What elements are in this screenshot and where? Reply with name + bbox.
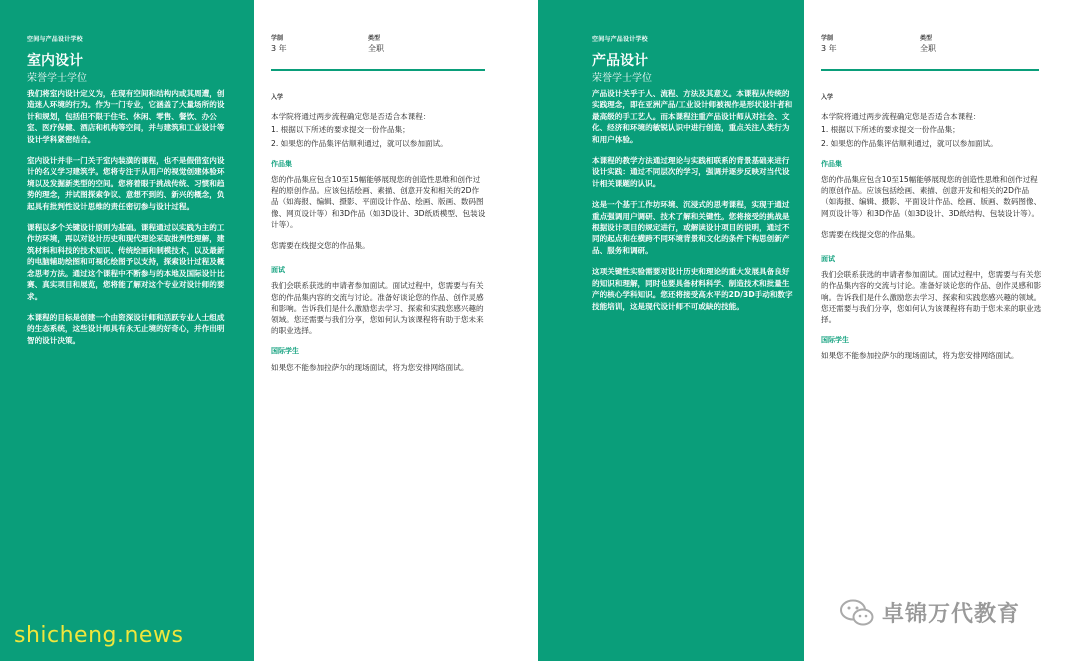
portfolio-text: 您的作品集应包含10至15幅能够展现您的创造性思维和创作过程的原创作品。应该包括绘画、素描、创意开发和相关的2D作品（如海报、编辑、摄影、平面设计作品、绘画、版画、数码图像、网页设计等）和3D作品（如3D设计、3D纸结构、包装设计等）。 bbox=[821, 175, 1042, 218]
interview-heading: 面试 bbox=[271, 266, 285, 275]
paragraph: 这是一个基于工作坊环境、沉浸式的思考课程，实现于通过重点强调用户调研、技术了解和关键性。您将接受的挑战是根据设计项目的规定进行，或解读设计项目的说明，通过不同的起点和在横跨不同环境背景和文化的条件下构思创新产品、服务和调研。 bbox=[592, 200, 790, 255]
school-name: 空间与产品设计学校 bbox=[27, 36, 83, 43]
duration-label: 学制 bbox=[271, 35, 284, 42]
paragraph: 课程以多个关键设计原则为基础。课程通过以实践为主的工作坊环境，再以对设计历史和现代理论采取批判性理解，建筑材料和科技的技术知识、传统绘画和制模技术，以及最新的电脑辅助绘图和可视化绘图予以支持，探索设计过程及概念思考方法。通过这个课程中不断参与的本地及国际设计比赛、真实项目和展览，您将能了解对这个专业对设计师的要求。 bbox=[27, 223, 225, 301]
type-value: 全职 bbox=[368, 44, 384, 53]
divider bbox=[821, 69, 1039, 71]
admission-heading: 入学 bbox=[821, 94, 834, 101]
admission-section bbox=[821, 92, 1043, 372]
intl-text: 如果您不能参加拉萨尔的现场面试，将为您安排网络面试。 bbox=[271, 362, 469, 372]
duration-value: 3 年 bbox=[821, 44, 837, 53]
admission-section bbox=[271, 92, 486, 383]
paragraph: 本课程的目标是创建一个由资深设计师和活跃专业人士组成的生态系统，这些设计师具有永无止境的好奇心，并作出明智的设计决策。 bbox=[27, 312, 225, 345]
portfolio-online: 您需要在线提交您的作品集。 bbox=[821, 229, 920, 239]
admission-step: 2. 如果您的作品集评估顺利通过，就可以参加面试。 bbox=[821, 138, 998, 148]
portfolio-text: 您的作品集应包含10至15幅能够展现您的创造性思维和创作过程的原创作品。应该包括绘画、素描、创意开发和相关的2D作品（如海报、编辑、摄影、平面设计作品、绘画、版画、数码图像、网页设计等）和3D作品（如3D设计、3D纸质模型、包装设计等）。 bbox=[271, 175, 486, 229]
program-description bbox=[592, 88, 797, 322]
wechat-watermark bbox=[840, 597, 1020, 628]
type-label: 类型 bbox=[368, 35, 381, 42]
program-description bbox=[27, 88, 232, 356]
paragraph: 室内设计并非一门关于室内装潢的课程，也不是假借室内设计的名义学习建筑学。您将专注于从用户的视觉创建体验环境以及发掘新类型的空间。您将着眼于挑战传统、习惯和趋势的理念，并试图探索争议、意想不到的、新兴的概念，负起具有批判性设计思维的责任密切参与设计过程。 bbox=[27, 156, 225, 211]
interview-text: 我们会联系获选的申请者参加面试。面试过程中，您需要与有关您的作品集内容的交流与讨论。准备好谈论您的作品、创作灵感和影响。告诉我们是什么激励您去学习、探索和实践您感兴趣的领域。您还需要与我们分享，您如何认为该课程将有助于您未来的职业选择。 bbox=[271, 281, 484, 336]
paragraph: 产品设计关乎于人、流程、方法及其意义。本课程从传统的实践理念，即在亚洲产品/工业设计师被视作是形状设计者和最高级的手工艺人。而本课程注重产品设计师从对社会、文化、经济和环境的敏锐认识中进行创造，重点关注人类行为和用户体验。 bbox=[592, 89, 793, 144]
admission-step: 1. 根据以下所述的要求提交一份作品集； bbox=[821, 125, 960, 135]
program-title: 产品设计 bbox=[592, 53, 648, 69]
portfolio-online: 您需要在线提交您的作品集。 bbox=[271, 241, 370, 251]
program-subtitle: 荣誉学士学位 bbox=[592, 73, 652, 84]
duration-label: 学制 bbox=[821, 35, 834, 42]
product-requirements-panel bbox=[804, 0, 1080, 661]
interview-text: 我们会联系获选的申请者参加面试。面试过程中，您需要与有关您的作品集内容的交流与讨论。准备好谈论您的作品、创作灵感和影响。告诉我们是什么激励您去学习、探索和实践您感兴趣的领域。您还需要与我们分享，您如何认为该课程将有助于您未来的职业选择。 bbox=[821, 270, 1042, 325]
program-title: 室内设计 bbox=[27, 53, 83, 69]
admission-heading: 入学 bbox=[271, 94, 284, 101]
admission-intro: 本学院将通过两步流程确定您是否适合本课程： bbox=[821, 112, 981, 122]
portfolio-heading: 作品集 bbox=[821, 159, 842, 168]
interior-design-panel bbox=[0, 0, 254, 661]
interview-heading: 面试 bbox=[821, 255, 835, 264]
school-name: 空间与产品设计学校 bbox=[592, 36, 648, 43]
intl-heading: 国际学生 bbox=[271, 347, 299, 356]
type-value: 全职 bbox=[920, 44, 936, 53]
duration-value: 3 年 bbox=[271, 44, 287, 53]
admission-step: 1. 根据以下所述的要求提交一份作品集； bbox=[271, 125, 410, 135]
intl-heading: 国际学生 bbox=[821, 336, 849, 345]
paragraph: 我们将室内设计定义为，在现有空间和结构内或其周遭，创造迷人环境的行为。作为一门专业，它涵盖了大量场所的设计和规划，包括但不限于住宅、休闲、零售、餐饮、办公室、医疗保健、酒店和机构等空间，并与建筑和工业设计等设计学科紧密结合。 bbox=[27, 89, 225, 144]
paragraph: 本课程的教学方法通过理论与实践相联系的背景基础来进行设计实践：通过不同层次的学习，强调并逐步反映对当代设计相关课题的认识。 bbox=[592, 156, 790, 188]
site-watermark: shicheng.news bbox=[14, 623, 184, 648]
admission-step: 2. 如果您的作品集评估顺利通过，就可以参加面试。 bbox=[271, 138, 448, 148]
wechat-account-name: 卓锦万代教育 bbox=[882, 602, 1021, 627]
divider bbox=[271, 69, 485, 71]
product-design-panel bbox=[538, 0, 804, 661]
wechat-icon bbox=[840, 599, 874, 627]
program-subtitle: 荣誉学士学位 bbox=[27, 73, 87, 84]
portfolio-heading: 作品集 bbox=[271, 159, 292, 168]
intl-text: 如果您不能参加拉萨尔的现场面试，将为您安排网络面试。 bbox=[821, 351, 1019, 361]
paragraph: 这项关键性实验需要对设计历史和理论的重大发展具备良好的知识和理解，同时也要具备材料科学、制造技术和批量生产的核心学科知识。您还将接受高水平的2D/3D手动和数字技能培训，这是现代设计师不可或缺的技能。 bbox=[592, 267, 793, 311]
type-label: 类型 bbox=[920, 35, 933, 42]
admission-intro: 本学院将通过两步流程确定您是否适合本课程： bbox=[271, 112, 431, 122]
interior-requirements-panel bbox=[254, 0, 538, 661]
